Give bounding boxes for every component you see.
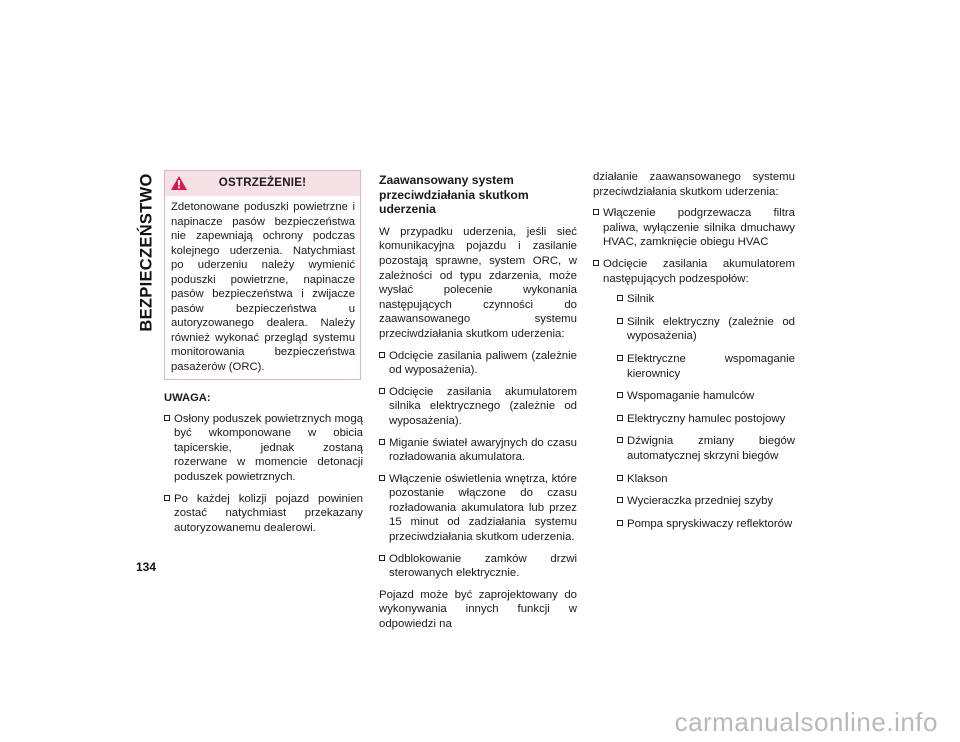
column-left xyxy=(164,170,363,542)
list-item xyxy=(593,257,795,531)
list-item: Wycieraczka przedniej szyby xyxy=(617,494,795,509)
list-item: Włączenie oświetlenia wnętrza, które pozostanie włączone do czasu rozładowania akumulatora lub przez 15 minut od zadziałania systemu przeciwdziałania skutkom uderzenia. xyxy=(379,472,577,545)
col3-list xyxy=(593,206,795,531)
section-list xyxy=(379,349,577,581)
column-middle xyxy=(379,173,577,639)
warning-triangle-icon xyxy=(170,175,188,191)
list-item-text: Odcięcie zasilania akumulatorem następujących podzespołów: xyxy=(603,257,795,285)
list-item: Silnik xyxy=(617,292,795,307)
list-item: Dźwignia zmiany biegów automatycznej skrzyni biegów xyxy=(617,434,795,463)
list-item: Klakson xyxy=(617,472,795,487)
list-item: Po każdej kolizji pojazd powinien zostać natychmiast przekazany autoryzowanemu dealerowi. xyxy=(164,492,363,536)
list-item: Odcięcie zasilania paliwem (zależnie od wyposażenia). xyxy=(379,349,577,378)
section-intro: W przypadku uderzenia, jeśli sieć komunikacyjna pojazdu i zasilanie pozostają sprawne, system ORC, w zależności od typu zdarzenia, może wysłać polecenie wykonania następujących czynności do zaawansowanego systemu przeciwdziałania skutkom uderzenia: xyxy=(379,225,577,340)
note-heading: UWAGA: xyxy=(164,392,211,404)
warning-header xyxy=(165,171,360,196)
note-list xyxy=(164,412,363,536)
section-heading-line2: przeciwdziałania skutkom uderzenia xyxy=(379,187,529,217)
list-item: Elektryczne wspomaganie kierownicy xyxy=(617,352,795,381)
list-item: Miganie świateł awaryjnych do czasu rozładowania akumulatora. xyxy=(379,436,577,465)
warning-box xyxy=(164,170,361,380)
list-item: Osłony poduszek powietrznych mogą być wkomponowane w obicia tapicerskie, jednak zostaną rozerwane w momencie detonacji poduszek powietrznych. xyxy=(164,412,363,485)
list-item: Włączenie podgrzewacza filtra paliwa, wyłączenie silnika dmuchawy HVAC, zamknięcie obiegu HVAC xyxy=(593,206,795,250)
watermark: carmanualsonline.info xyxy=(674,707,938,737)
section-heading xyxy=(379,173,577,217)
column-right xyxy=(593,170,795,539)
warning-text: Zdetonowane poduszki powietrzne i napinacze pasów bezpieczeństwa nie zapewniają ochrony podczas kolejnego uderzenia. Natychmiast po uderzeniu należy wymienić poduszki powietrzne, napinacze pasów bezpieczeństwa i zwijacze pasów bezpieczeństwa u autoryzowanego dealera. Należy również wykonać przegląd systemu monitorowania bezpieczeństwa pasażerów (ORC). xyxy=(171,201,355,373)
col3-intro: działanie zaawansowanego systemu przeciwdziałania skutkom uderzenia: xyxy=(593,171,795,198)
list-item: Pompa spryskiwaczy reflektorów xyxy=(617,517,795,532)
page-number: 134 xyxy=(136,560,157,574)
subsystem-list xyxy=(617,292,795,531)
list-item: Odcięcie zasilania akumulatorem silnika elektrycznego (zależnie od wyposażenia). xyxy=(379,385,577,429)
section-outro: Pojazd może być zaprojektowany do wykonywania innych funkcji w odpowiedzi na xyxy=(379,588,577,631)
list-item: Elektryczny hamulec postojowy xyxy=(617,412,795,427)
list-item: Odblokowanie zamków drzwi sterowanych elektrycznie. xyxy=(379,552,577,581)
list-item: Wspomaganie hamulców xyxy=(617,389,795,404)
section-side-tab xyxy=(136,170,158,335)
section-side-tab-label: BEZPIECZEŃSTWO xyxy=(137,173,156,332)
warning-title: OSTRZEŻENIE! xyxy=(218,176,307,190)
list-item: Silnik elektryczny (zależnie od wyposażenia) xyxy=(617,315,795,344)
section-heading-line1: Zaawansowany system xyxy=(379,173,514,187)
